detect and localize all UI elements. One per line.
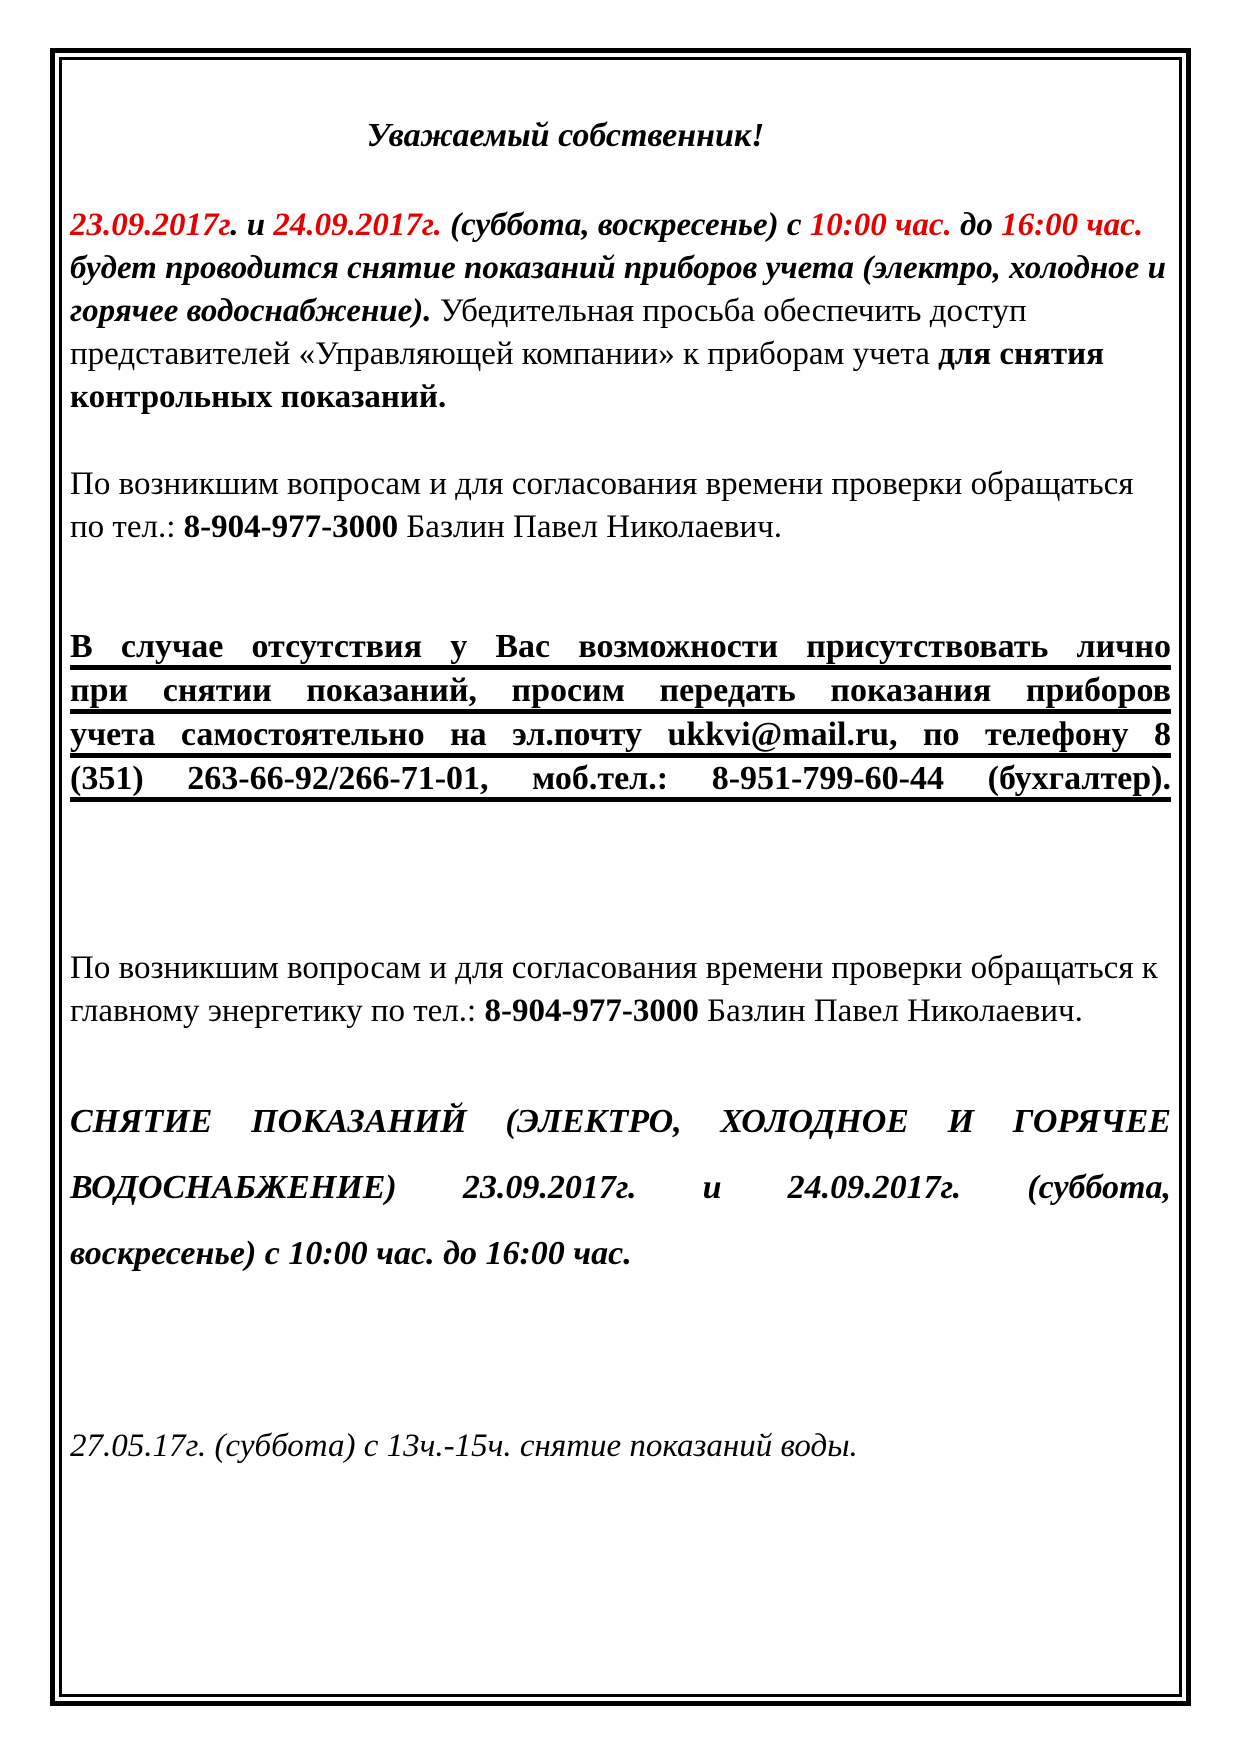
page-border-inner xyxy=(59,57,1182,1697)
control-readings-emphasis: для снятия контрольных показаний. xyxy=(70,336,1104,415)
notice-title: Уважаемый собственник! xyxy=(366,117,765,154)
contact2-person-name: Базлин Павел Николаевич. xyxy=(698,993,1083,1029)
access-request-text: Убедительная просьба обеспечить доступ представителей «Управляющей компании» к приборам учета xyxy=(70,293,1027,372)
page-border-outer xyxy=(50,48,1191,1706)
absence-line-4-phones: (351) 263-66-92/266-71-01, моб.тел.: 8-951-799-60-44 (бухгалтер). xyxy=(70,760,1171,797)
absence-instructions xyxy=(70,625,1171,801)
water-readings-note: 27.05.17г. (суббота) с 13ч.-15ч. снятие показаний воды. xyxy=(70,1428,858,1464)
notice-content xyxy=(62,60,1179,1694)
reading-date-2: 24.09.2017г. xyxy=(273,207,442,243)
start-time: 10:00 час. xyxy=(809,207,952,243)
weekday-note: (суббота, воскресенье) с xyxy=(441,207,810,243)
contact-paragraph-1 xyxy=(70,463,1171,549)
contact-paragraph-2 xyxy=(70,947,1171,1033)
until-text: до xyxy=(951,207,1002,243)
contact2-phone: 8-904-977-3000 xyxy=(484,993,699,1029)
absence-line-2: при снятии показаний, просим передать показания приборов xyxy=(70,672,1171,709)
summary-line-2: ВОДОСНАБЖЕНИЕ) 23.09.2017г. и 24.09.2017г. (суббота, xyxy=(70,1169,1171,1206)
end-time: 16:00 час. xyxy=(1001,207,1144,243)
contact1-person-name: Базлин Павел Николаевич. xyxy=(398,509,783,545)
conjunction-text: . и xyxy=(230,207,274,243)
summary-line-3: воскресенье) с 10:00 час. до 16:00 час. xyxy=(70,1235,632,1272)
readings-summary xyxy=(70,1089,1171,1287)
summary-line-1: СНЯТИЕ ПОКАЗАНИЙ (ЭЛЕКТРО, ХОЛОДНОЕ И ГОРЯЧЕЕ xyxy=(70,1103,1171,1140)
absence-line-1: В случае отсутствия у Вас возможности присутствовать лично xyxy=(70,628,1171,665)
reading-date-1: 23.09.2017г xyxy=(70,207,231,243)
contact1-phone: 8-904-977-3000 xyxy=(183,509,399,545)
meter-reading-announcement xyxy=(70,204,1171,419)
contact1-lead-text: По возникшим вопросам и для согласования времени проверки обращаться по тел.: xyxy=(70,466,1134,545)
announcement-body-italic: будет проводится снятие показаний приборов учета (электро, холодное и горячее водоснабжение). xyxy=(70,250,1166,329)
absence-line-3-email: учета самостоятельно на эл.почту ukkvi@mail.ru, по телефону 8 xyxy=(70,716,1171,753)
contact2-lead-text: По возникшим вопросам и для согласования времени проверки обращаться к главному энергетику по тел.: xyxy=(70,950,1158,1029)
